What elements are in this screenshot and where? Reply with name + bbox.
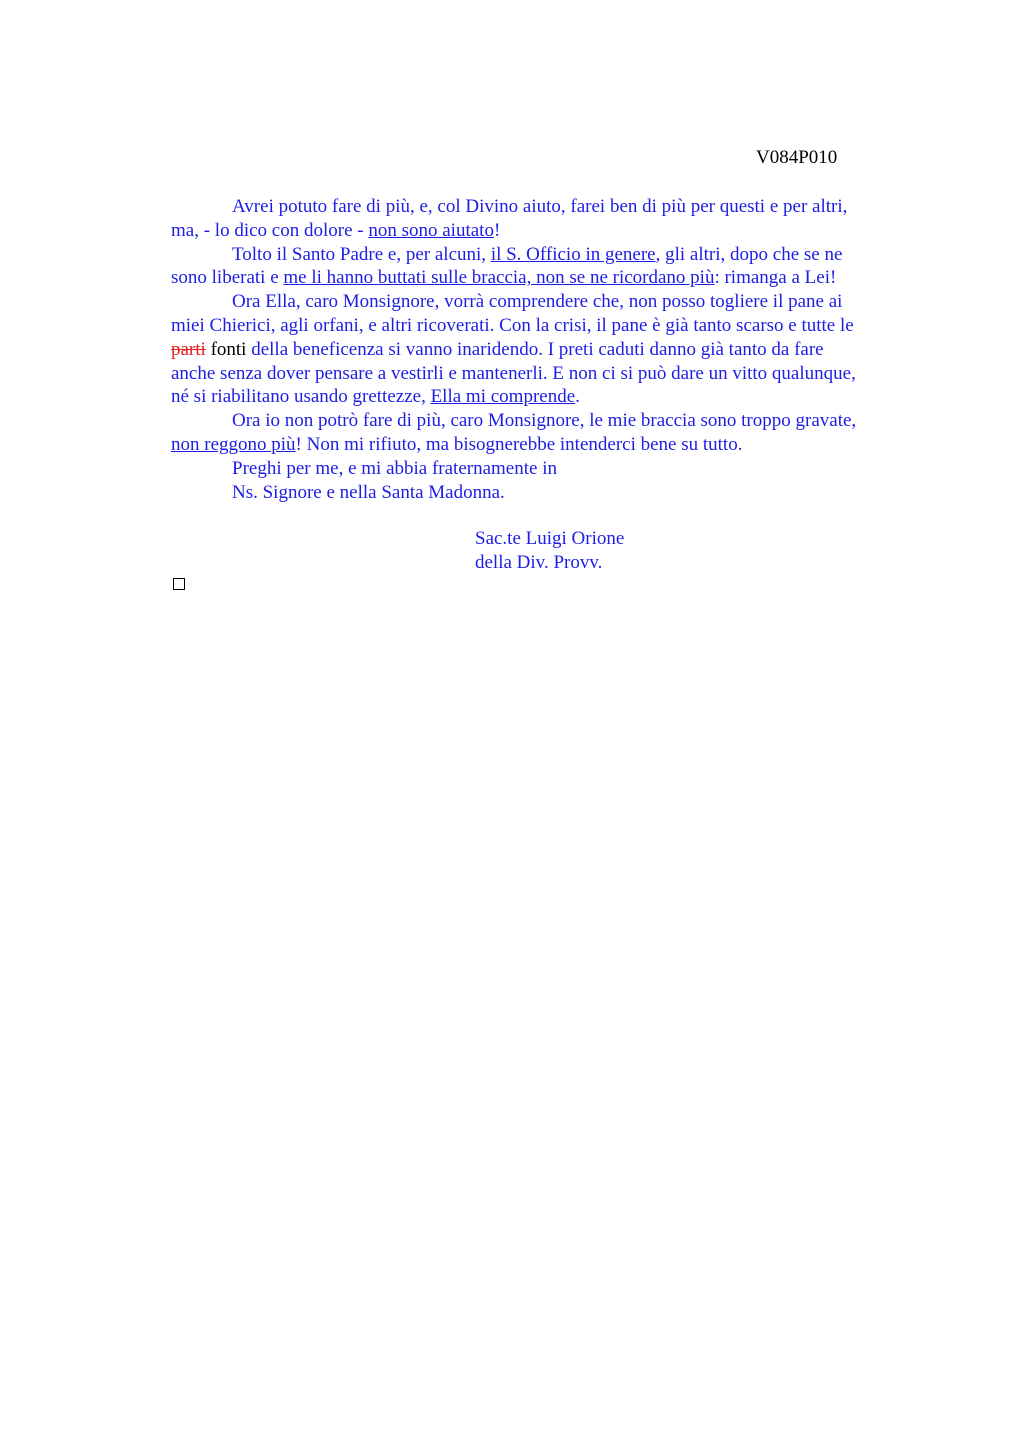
paragraph-line [171, 195, 921, 219]
struck-text: parti [171, 338, 206, 360]
signature-title: della Div. Provv. [475, 551, 603, 573]
text-run: anche senza dover pensare a vestirli e mantenerli. E non ci si può dare un vitto qualunque, [171, 362, 856, 384]
text-run: , gli altri, dopo che se ne [655, 243, 843, 265]
signature-block [475, 527, 624, 575]
letter-body [171, 195, 921, 504]
signature-name: Sac.te Luigi Orione [475, 528, 625, 549]
paragraph-line [171, 314, 921, 338]
paragraph-line [171, 433, 921, 457]
underlined-text: non sono aiutato [368, 219, 494, 241]
paragraph-line [171, 243, 921, 267]
text-run: Ora Ella, caro Monsignore, vorrà comprendere che, non posso togliere il pane ai [232, 291, 843, 313]
text-run: sono liberati e [171, 267, 284, 289]
text-run: Ns. Signore e nella Santa Madonna. [232, 481, 505, 503]
underlined-text: Ella mi comprende [430, 386, 576, 408]
underlined-text: me li hanno buttati sulle braccia, non se ne ricordano più [283, 267, 715, 289]
text-run: Avrei potuto fare di più, e, col Divino aiuto, farei ben di più per questi e per altri, [232, 196, 848, 217]
text-run: : rimanga a Lei! [714, 267, 837, 289]
paragraph-line [171, 338, 921, 362]
underlined-text: il S. Officio in genere [490, 243, 656, 265]
paragraph-line [171, 457, 921, 481]
text-run: ! [493, 219, 501, 241]
text-run: miei Chierici, agli orfani, e altri ricoverati. Con la crisi, il pane è già tanto scarso e tutte le [171, 314, 854, 336]
text-run: ma, - lo dico con dolore - [171, 219, 369, 241]
text-run: della beneficenza si vanno inaridendo. I preti caduti danno già tanto da fare [246, 338, 824, 360]
end-marker-box [173, 578, 185, 590]
text-run: né si riabilitano usando grettezze, [171, 386, 431, 408]
paragraph-line [171, 219, 921, 243]
page-id: V084P010 [756, 147, 838, 168]
paragraph-line [171, 385, 921, 409]
text-run: . [575, 386, 580, 408]
underlined-text: non reggono più [171, 433, 296, 455]
text-run: Preghi per me, e mi abbia fraternamente in [232, 457, 557, 479]
paragraph-line [171, 266, 921, 290]
inserted-text: fonti [205, 338, 247, 360]
paragraph-line [171, 362, 921, 386]
text-run: Tolto il Santo Padre e, per alcuni, [232, 243, 491, 265]
paragraph-line [171, 290, 921, 314]
paragraph-line [171, 481, 921, 505]
text-run: Ora io non potrò fare di più, caro Monsignore, le mie braccia sono troppo gravate, [232, 410, 857, 432]
paragraph-line [171, 409, 921, 433]
text-run: ! Non mi rifiuto, ma bisognerebbe intenderci bene su tutto. [295, 433, 743, 455]
